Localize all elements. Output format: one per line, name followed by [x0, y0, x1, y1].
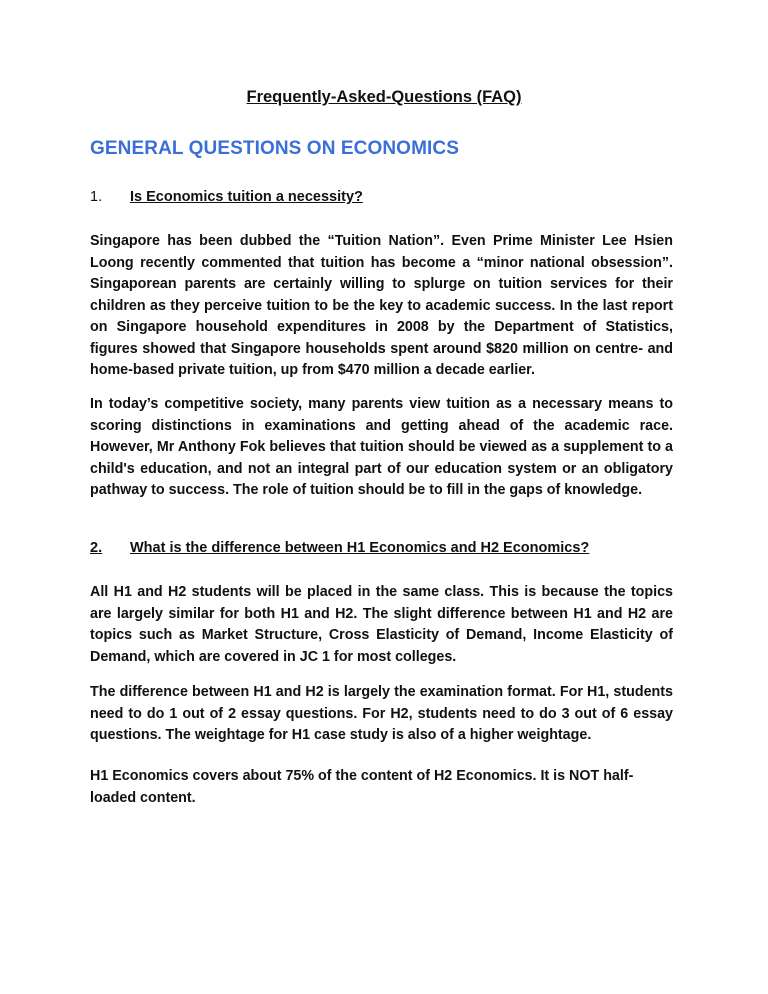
- document-title: Frequently-Asked-Questions (FAQ): [246, 88, 522, 106]
- question-1-number: 1.: [90, 189, 103, 205]
- question-2-heading: [90, 540, 673, 556]
- question-1-paragraph-2: In today’s competitive society, many parents view tuition as a necessary means to scoring distinctions in examinations and getting ahead of the academic race. However, Mr Anthony Fok believes that tuition should be viewed as a supplement to a child's education, and not an integral part of our education system or an obligatory pathway to success. The role of tuition should be to fill in the gaps of knowledge.: [90, 396, 673, 498]
- question-1-heading: [90, 189, 673, 205]
- question-2-text: What is the difference between H1 Economics and H2 Economics?: [130, 540, 590, 556]
- question-2-number: 2.: [90, 540, 103, 556]
- question-2-paragraph-1: All H1 and H2 students will be placed in the same class. This is because the topics are largely similar for both H1 and H2. The slight difference between H1 and H2 are topics such as Market Structure, Cross Elasticity of Demand, Income Elasticity of Demand, which are covered in JC 1 for most colleges.: [90, 584, 673, 665]
- question-2-paragraph-3: H1 Economics covers about 75% of the content of H2 Economics. It is NOT half-loaded content.: [90, 768, 634, 806]
- question-2-paragraph-2: The difference between H1 and H2 is largely the examination format. For H1, students need to do 1 out of 2 essay questions. For H2, students need to do 3 out of 6 essay questions. The weightage for H1 case study is also of a higher weightage.: [90, 684, 673, 743]
- section-heading: GENERAL QUESTIONS ON ECONOMICS: [90, 138, 459, 159]
- question-1-paragraph-1: Singapore has been dubbed the “Tuition Nation”. Even Prime Minister Lee Hsien Loong recently commented that tuition has become a “minor national obsession”. Singaporean parents are certainly willing to splurge on tuition services for their children as they perceive tuition to be the key to academic success. In the last report on Singapore household expenditures in 2008 by the Department of Statistics, figures showed that Singapore households spent around $820 million on centre- and home-based private tuition, up from $470 million a decade earlier.: [90, 233, 673, 378]
- question-1-text: Is Economics tuition a necessity?: [130, 189, 363, 205]
